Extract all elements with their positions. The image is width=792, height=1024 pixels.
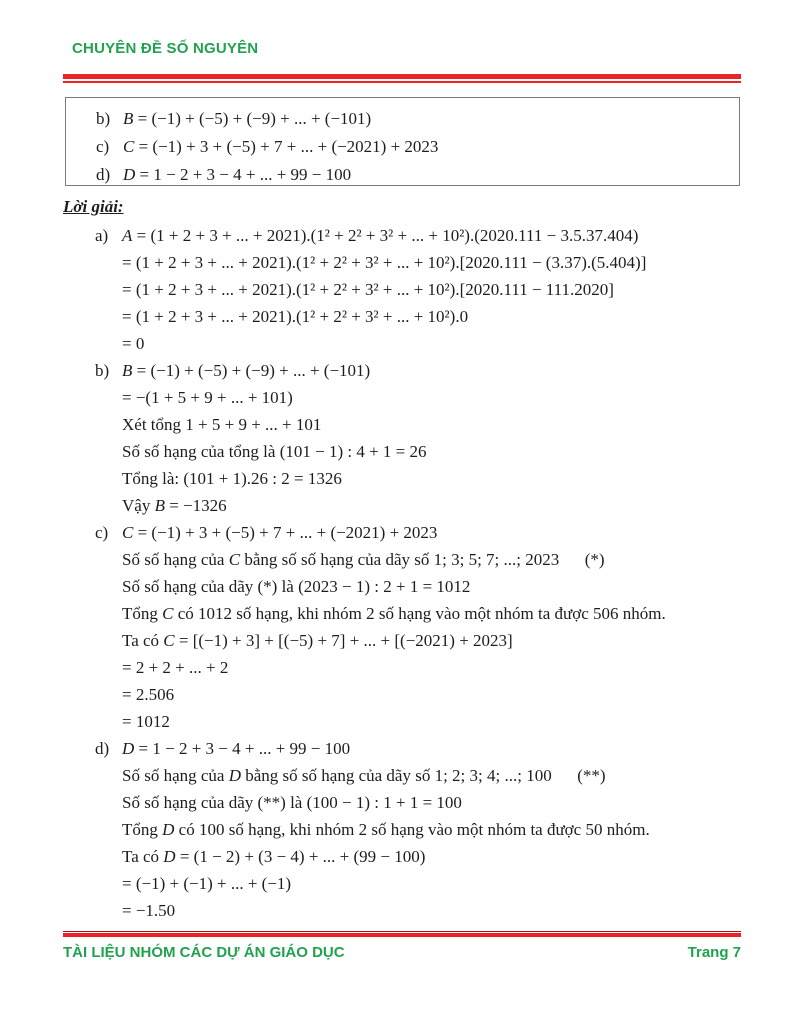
footer-page-number: Trang 7	[687, 944, 741, 961]
header-rule	[63, 74, 741, 83]
solution-line: Số số hạng của tổng là (101 − 1) : 4 + 1 = 26	[122, 442, 427, 461]
solution-line: Số số hạng của dãy (**) là (100 − 1) : 1 + 1 = 100	[122, 793, 462, 812]
solution-line: Xét tổng 1 + 5 + 9 + ... + 101	[122, 415, 322, 434]
solution-line: D = 1 − 2 + 3 − 4 + ... + 99 − 100	[122, 739, 351, 758]
page-header-title: CHUYÊN ĐỀ SỐ NGUYÊN	[72, 40, 259, 57]
footer-rule	[63, 931, 741, 937]
solution-part-label: b)	[95, 361, 110, 380]
solution-line: = (1 + 2 + 3 + ... + 2021).(1² + 2² + 3² + ... + 10²).[2020.111 − (3.37).(5.404)]	[122, 253, 647, 272]
solution-line: = (1 + 2 + 3 + ... + 2021).(1² + 2² + 3² + ... + 10²).0	[122, 307, 469, 326]
solution-line: B = (−1) + (−5) + (−9) + ... + (−101)	[122, 361, 371, 380]
problem-item-formula: B = (−1) + (−5) + (−9) + ... + (−101)	[123, 109, 372, 128]
problem-item-c	[66, 133, 739, 161]
solution-line: A = (1 + 2 + 3 + ... + 2021).(1² + 2² + 3² + ... + 10²).(2020.111 − 3.5.37.404)	[122, 226, 639, 245]
footer-rule-thick	[63, 933, 741, 937]
solution-part-c	[63, 520, 752, 735]
solution-heading: Lời giải:	[63, 197, 124, 216]
solution-line: = 2 + 2 + ... + 2	[122, 658, 229, 677]
problem-item-formula: C = (−1) + 3 + (−5) + 7 + ... + (−2021) + 2023	[123, 137, 439, 156]
problem-item-formula: D = 1 − 2 + 3 − 4 + ... + 99 − 100	[123, 165, 352, 184]
page-footer	[63, 944, 741, 961]
solution-line: Tổng D có 100 số hạng, khi nhóm 2 số hạng vào một nhóm ta được 50 nhóm.	[122, 820, 650, 839]
solution-line: = 0	[122, 334, 145, 353]
solution-line: Tổng là: (101 + 1).26 : 2 = 1326	[122, 469, 342, 488]
solution-part-label: a)	[95, 226, 109, 245]
solution-line: C = (−1) + 3 + (−5) + 7 + ... + (−2021) + 2023	[122, 523, 438, 542]
solution-line: Số số hạng của dãy (*) là (2023 − 1) : 2 + 1 = 1012	[122, 577, 471, 596]
solution-part-label: c)	[95, 523, 109, 542]
solution-line: Ta có C = [(−1) + 3] + [(−5) + 7] + ... + [(−2021) + 2023]	[122, 631, 513, 650]
solution-part-a	[63, 223, 752, 357]
solution-line: = −(1 + 5 + 9 + ... + 101)	[122, 388, 293, 407]
solution-line: Tổng C có 1012 số hạng, khi nhóm 2 số hạng vào một nhóm ta được 506 nhóm.	[122, 604, 666, 623]
solution-line: Vậy B = −1326	[122, 496, 227, 515]
solution-body	[63, 223, 752, 925]
solution-line: = 1012	[122, 712, 170, 731]
problem-item-b	[66, 105, 739, 133]
solution-line: = (1 + 2 + 3 + ... + 2021).(1² + 2² + 3² + ... + 10²).[2020.111 − 111.2020]	[122, 280, 614, 299]
solution-part-b	[63, 358, 752, 519]
problem-item-label: c)	[96, 137, 110, 156]
problem-box	[65, 97, 740, 186]
solution-line: Số số hạng của C bằng số số hạng của dãy số 1; 3; 5; 7; ...; 2023 (*)	[122, 550, 605, 569]
solution-line: = 2.506	[122, 685, 175, 704]
problem-item-label: d)	[96, 165, 111, 184]
solution-part-label: d)	[95, 739, 110, 758]
problem-item-label: b)	[96, 109, 111, 128]
solution-line: Ta có D = (1 − 2) + (3 − 4) + ... + (99 − 100)	[122, 847, 426, 866]
problem-item-d	[66, 161, 739, 189]
solution-line: Số số hạng của D bằng số số hạng của dãy số 1; 2; 3; 4; ...; 100 (**)	[122, 766, 606, 785]
header-rule-thin	[63, 81, 741, 83]
solution-part-d	[63, 736, 752, 924]
footer-left-text: TÀI LIỆU NHÓM CÁC DỰ ÁN GIÁO DỤC	[63, 944, 345, 961]
solution-line: = −1.50	[122, 901, 176, 920]
solution-line: = (−1) + (−1) + ... + (−1)	[122, 874, 292, 893]
